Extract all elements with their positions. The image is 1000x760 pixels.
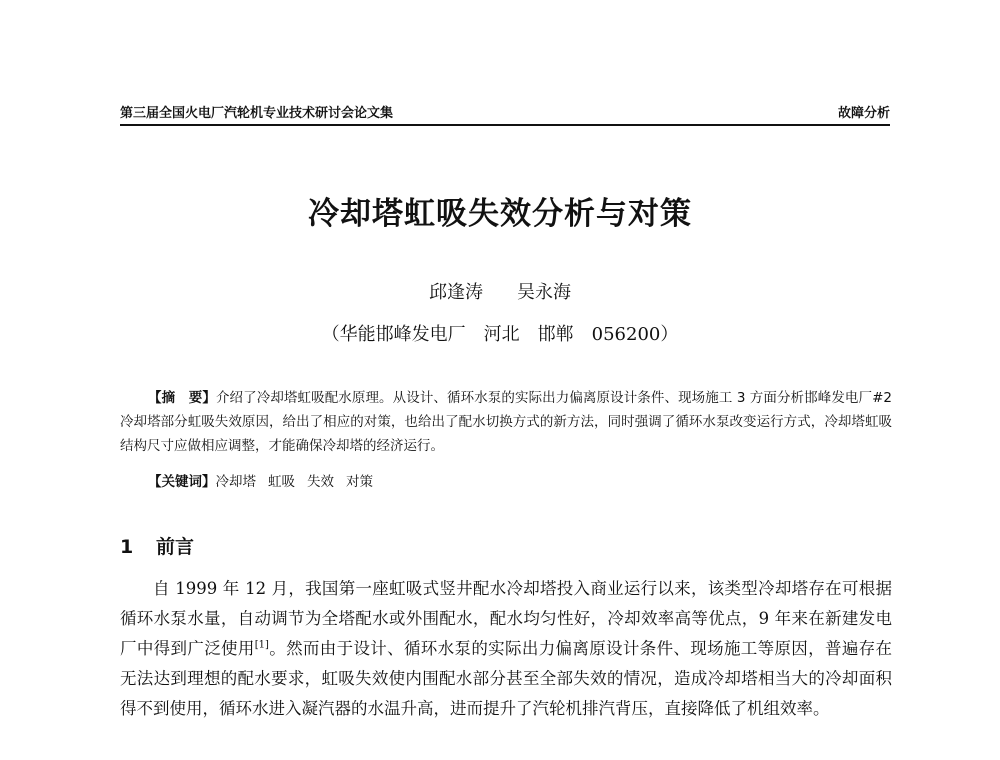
affiliation: （华能邯峰发电厂 河北 邯郸 056200）: [321, 324, 679, 345]
abstract-text: 介绍了冷却塔虹吸配水原理。从设计、循环水泵的实际出力偏离原设计条件、现场施工 3 方面分析邯峰发电厂#2 冷却塔部分虹吸失效原因，给出了相应的对策，也给出了配水切换方式的新方法，同时强调了循环水泵改变运行方式，冷却塔虹吸结构尺寸应做相应调整，才能确保冷却塔的经济运行。: [120, 390, 893, 454]
paper-title: 冷却塔虹吸失效分析与对策: [308, 196, 692, 232]
header-rule: [120, 124, 890, 126]
abstract: [120, 386, 892, 458]
body-paragraph: [120, 574, 892, 724]
section-number: 1: [120, 536, 134, 558]
citation-ref[interactable]: [1]: [254, 639, 269, 651]
author-name: 吴永海: [517, 282, 571, 303]
section-category: 故障分析: [837, 106, 890, 121]
author-list: [0, 278, 1000, 304]
keyword: 虹吸: [268, 474, 295, 490]
keyword: 冷却塔: [215, 474, 256, 490]
body-text-part: 自 1999 年 12 月，我国第一座虹吸式竖井配水冷却塔投入商业运行以来，该类型冷却塔存在可根据循环水泵水量，自动调节为全塔配水或外围配水，配水均匀性好，冷却效率高等优点，9 年来在新建发电厂中得到广泛使用: [120, 579, 892, 658]
keyword: 对策: [346, 474, 373, 490]
author-name: 邱逢涛: [429, 282, 483, 303]
body-text-part: 。然而由于设计、循环水泵的实际出力偏离原设计条件、现场施工等原因，普遍存在无法达到理想的配水要求，虹吸失效使内围配水部分甚至全部失效的情况，造成冷却塔相当大的冷却面积得不到使用，循环水进入凝汽器的水温升高，进而提升了汽轮机排汽背压，直接降低了机组效率。: [120, 639, 893, 718]
section-title: 前言: [156, 536, 195, 558]
section-heading: [120, 532, 194, 559]
proceedings-title: 第三届全国火电厂汽轮机专业技术研讨会论文集: [120, 106, 394, 121]
keywords: [148, 470, 892, 494]
abstract-label: 【摘 要】: [148, 390, 216, 406]
running-header: [120, 102, 890, 122]
keyword: 失效: [307, 474, 334, 490]
keywords-label: 【关键词】: [148, 474, 216, 490]
